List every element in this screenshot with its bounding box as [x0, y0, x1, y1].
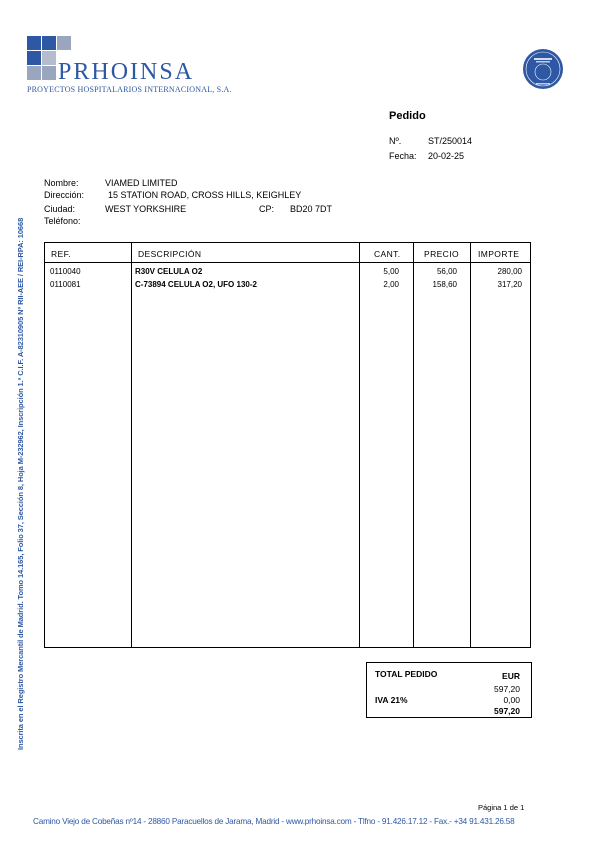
header-divider: [45, 262, 530, 263]
customer-cp-label: CP:: [259, 204, 275, 214]
tax-label: IVA 21%: [375, 695, 408, 705]
registry-side-text: Inscrita en el Registro Mercantil de Madrid. Tomo 14.165, Folio 37, Sección 8, Hoja M-232962, Inscripción 1.ª C.I.F. A-82310905 Nº RII-AEE / REI-RPA: 10668: [16, 217, 25, 750]
tax-value: 0,00: [503, 695, 520, 705]
table-row: [45, 267, 530, 280]
column-divider: [131, 243, 132, 647]
page-number: Página 1 de 1: [478, 803, 525, 812]
col-header-ref: REF.: [51, 249, 72, 259]
order-number: ST/250014: [428, 136, 473, 146]
col-header-description: DESCRIPCIÓN: [138, 249, 202, 259]
order-date: 20-02-25: [428, 151, 465, 161]
row-price: 158,60: [432, 280, 457, 289]
customer-name: VIAMED LIMITED: [105, 178, 178, 188]
col-header-price: PRECIO: [424, 249, 459, 259]
row-ref: 0110040: [50, 267, 81, 276]
row-quantity: 5,00: [383, 267, 399, 276]
document-title: Pedido: [389, 110, 426, 122]
table-row: [45, 280, 530, 293]
company-name: PRHOINSA: [58, 59, 195, 85]
row-amount: 280,00: [497, 267, 522, 276]
company-subtitle: PROYECTOS HOSPITALARIOS INTERNACIONAL, S.A.: [27, 85, 232, 94]
customer-name-label: Nombre:: [44, 178, 79, 188]
customer-city: WEST YORKSHIRE: [105, 204, 187, 214]
customer-address-label: Dirección:: [44, 190, 85, 200]
row-price: 56,00: [436, 267, 457, 276]
currency-label: EUR: [502, 671, 520, 681]
subtotal-value: 597,20: [494, 684, 520, 694]
row-ref: 0110081: [50, 280, 81, 289]
column-divider: [413, 243, 414, 647]
col-header-quantity: CANT.: [374, 249, 401, 259]
customer-address: 15 STATION ROAD, CROSS HILLS, KEIGHLEY: [108, 190, 302, 200]
row-amount: 317,20: [497, 280, 522, 289]
column-divider: [470, 243, 471, 647]
row-description: C-73894 CELULA O2, UFO 130-2: [135, 280, 257, 289]
totals-box: [366, 662, 532, 718]
col-header-amount: IMPORTE: [478, 249, 520, 259]
certification-seal: [522, 48, 564, 90]
order-date-label: Fecha:: [389, 151, 417, 161]
items-table: [44, 242, 531, 648]
order-number-label: Nº.: [389, 136, 402, 146]
company-footer: Camino Viejo de Cobeñas nº14 - 28860 Paracuellos de Jarama, Madrid - www.prhoinsa.com - Tlfno - 91.426.17.12 - Fax.- +34 91.431.26.58: [33, 817, 515, 826]
column-divider: [359, 243, 360, 647]
total-value: 597,20: [494, 706, 520, 716]
row-quantity: 2,00: [383, 280, 399, 289]
total-order-label: TOTAL PEDIDO: [375, 669, 438, 679]
customer-phone-label: Teléfono:: [44, 216, 81, 226]
row-description: R30V CELULA O2: [135, 267, 203, 276]
customer-city-label: Ciudad:: [44, 204, 76, 214]
customer-cp: BD20 7DT: [290, 204, 333, 214]
